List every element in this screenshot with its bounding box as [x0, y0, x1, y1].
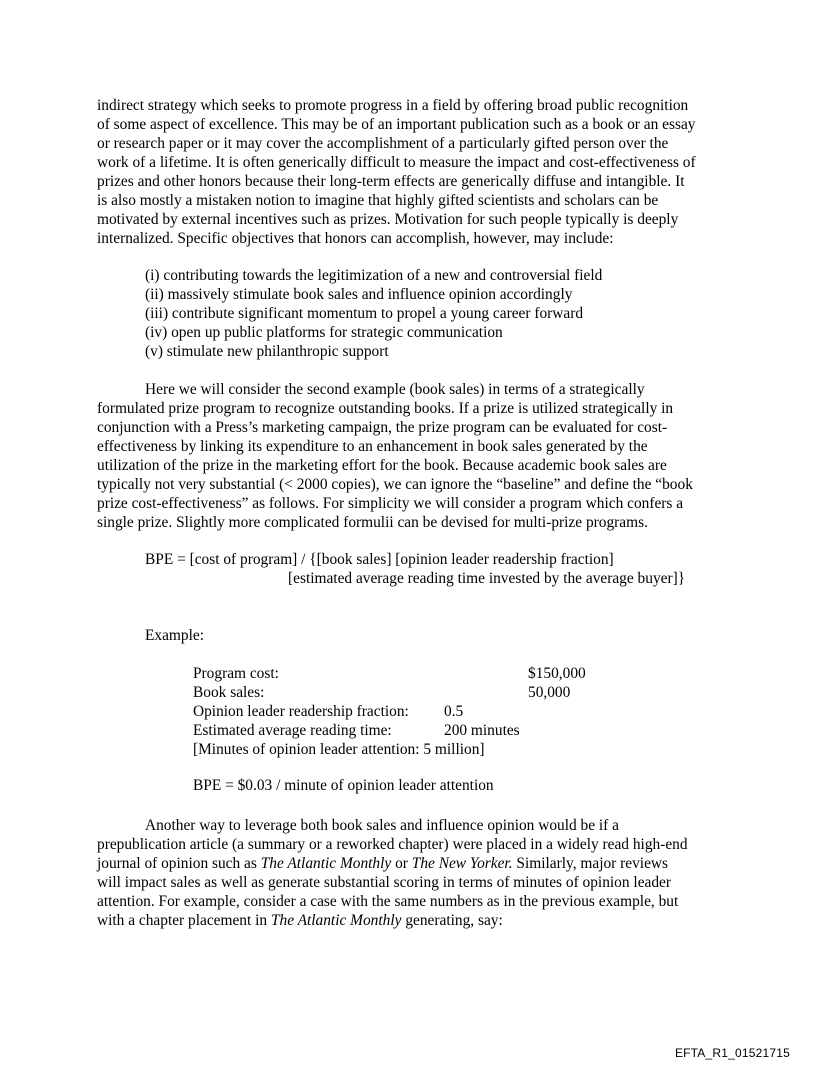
text-line: utilization of the prize in the marketing effort for the book. Because academic book sales are — [97, 457, 667, 474]
second-paragraph — [97, 380, 727, 532]
publication-title: The Atlantic Monthly — [260, 855, 392, 872]
text-run: or — [391, 855, 412, 872]
text-line: is also mostly a mistaken notion to imagine that highly gifted scientists and scholars can be — [97, 192, 659, 209]
text-run: journal of opinion such as — [97, 855, 261, 872]
row-value: 0.5 — [444, 703, 464, 720]
text-line: of some aspect of excellence. This may be of an important publication such as a book or an essay — [97, 116, 696, 133]
formula-line: [estimated average reading time invested by the average buyer]} — [288, 570, 686, 587]
row-value: 50,000 — [528, 684, 571, 701]
text-run: Similarly, major reviews — [512, 855, 669, 872]
text-line: typically not very substantial (< 2000 copies), we can ignore the “baseline” and define the “book — [97, 476, 693, 493]
text-line: prize cost-effectiveness” as follows. For simplicity we will consider a program which confers a — [97, 495, 684, 512]
row-label: Program cost: — [193, 665, 279, 682]
row-value: $150,000 — [528, 665, 586, 682]
row-label: Book sales: — [193, 684, 265, 701]
objectives-list — [145, 266, 602, 361]
text-line: Here we will consider the second example (book sales) in terms of a strategically — [145, 381, 645, 398]
text-line: internalized. Specific objectives that honors can accomplish, however, may include: — [97, 230, 614, 247]
text-line: motivated by external incentives such as prizes. Motivation for such people typically is deeply — [97, 211, 679, 228]
intro-paragraph — [97, 96, 727, 248]
publication-title: The Atlantic Monthly — [270, 912, 402, 929]
bpe-formula — [145, 550, 685, 588]
list-item: (ii) massively stimulate book sales and influence opinion accordingly — [145, 286, 573, 303]
text-line: prizes and other honors because their long-term effects are generically diffuse and intangible. It — [97, 173, 685, 190]
row-label: Estimated average reading time: — [193, 722, 392, 739]
text-run: with a chapter placement in — [97, 912, 271, 929]
document-id-footer: EFTA_R1_01521715 — [674, 1046, 790, 1060]
text-line: attention. For example, consider a case with the same numbers as in the previous example, but — [97, 893, 679, 910]
text-line: or research paper or it may cover the accomplishment of a particularly gifted person over the — [97, 135, 669, 152]
text-line — [97, 854, 727, 873]
text-line: effectiveness by linking its expenditure to an enhancement in book sales generated by the — [97, 438, 648, 455]
text-line: formulated prize program to recognize outstanding books. If a prize is utilized strategically in — [97, 400, 674, 417]
text-line: Another way to leverage both book sales and influence opinion would be if a — [145, 817, 619, 834]
row-label: [Minutes of opinion leader attention: 5 million] — [193, 741, 485, 758]
formula-line: BPE = [cost of program] / {[book sales] [opinion leader readership fraction] — [145, 551, 614, 568]
list-item: (iii) contribute significant momentum to propel a young career forward — [145, 305, 584, 322]
row-label: Opinion leader readership fraction: — [193, 703, 409, 720]
list-item: (i) contributing towards the legitimization of a new and controversial field — [145, 267, 603, 284]
text-line: conjunction with a Press’s marketing campaign, the prize program can be evaluated for cost- — [97, 419, 668, 436]
example-label: Example: — [145, 627, 204, 644]
publication-title: The New Yorker. — [411, 855, 513, 872]
row-value: 200 minutes — [444, 722, 520, 739]
text-line: single prize. Slightly more complicated formulii can be devised for multi-prize programs. — [97, 514, 648, 531]
text-run: generating, say: — [401, 912, 503, 929]
list-item: (v) stimulate new philanthropic support — [145, 343, 389, 360]
bpe-result: BPE = $0.03 / minute of opinion leader attention — [193, 777, 494, 794]
text-line: prepublication article (a summary or a reworked chapter) were placed in a widely read high-end — [97, 836, 688, 853]
text-line — [97, 911, 727, 930]
text-line: work of a lifetime. It is often generically difficult to measure the impact and cost-effectiveness of — [97, 154, 696, 171]
list-item: (iv) open up public platforms for strategic communication — [145, 324, 503, 341]
third-paragraph — [97, 816, 727, 930]
text-line: will impact sales as well as generate substantial scoring in terms of minutes of opinion leader — [97, 874, 672, 891]
text-line: indirect strategy which seeks to promote progress in a field by offering broad public recognition — [97, 97, 689, 114]
